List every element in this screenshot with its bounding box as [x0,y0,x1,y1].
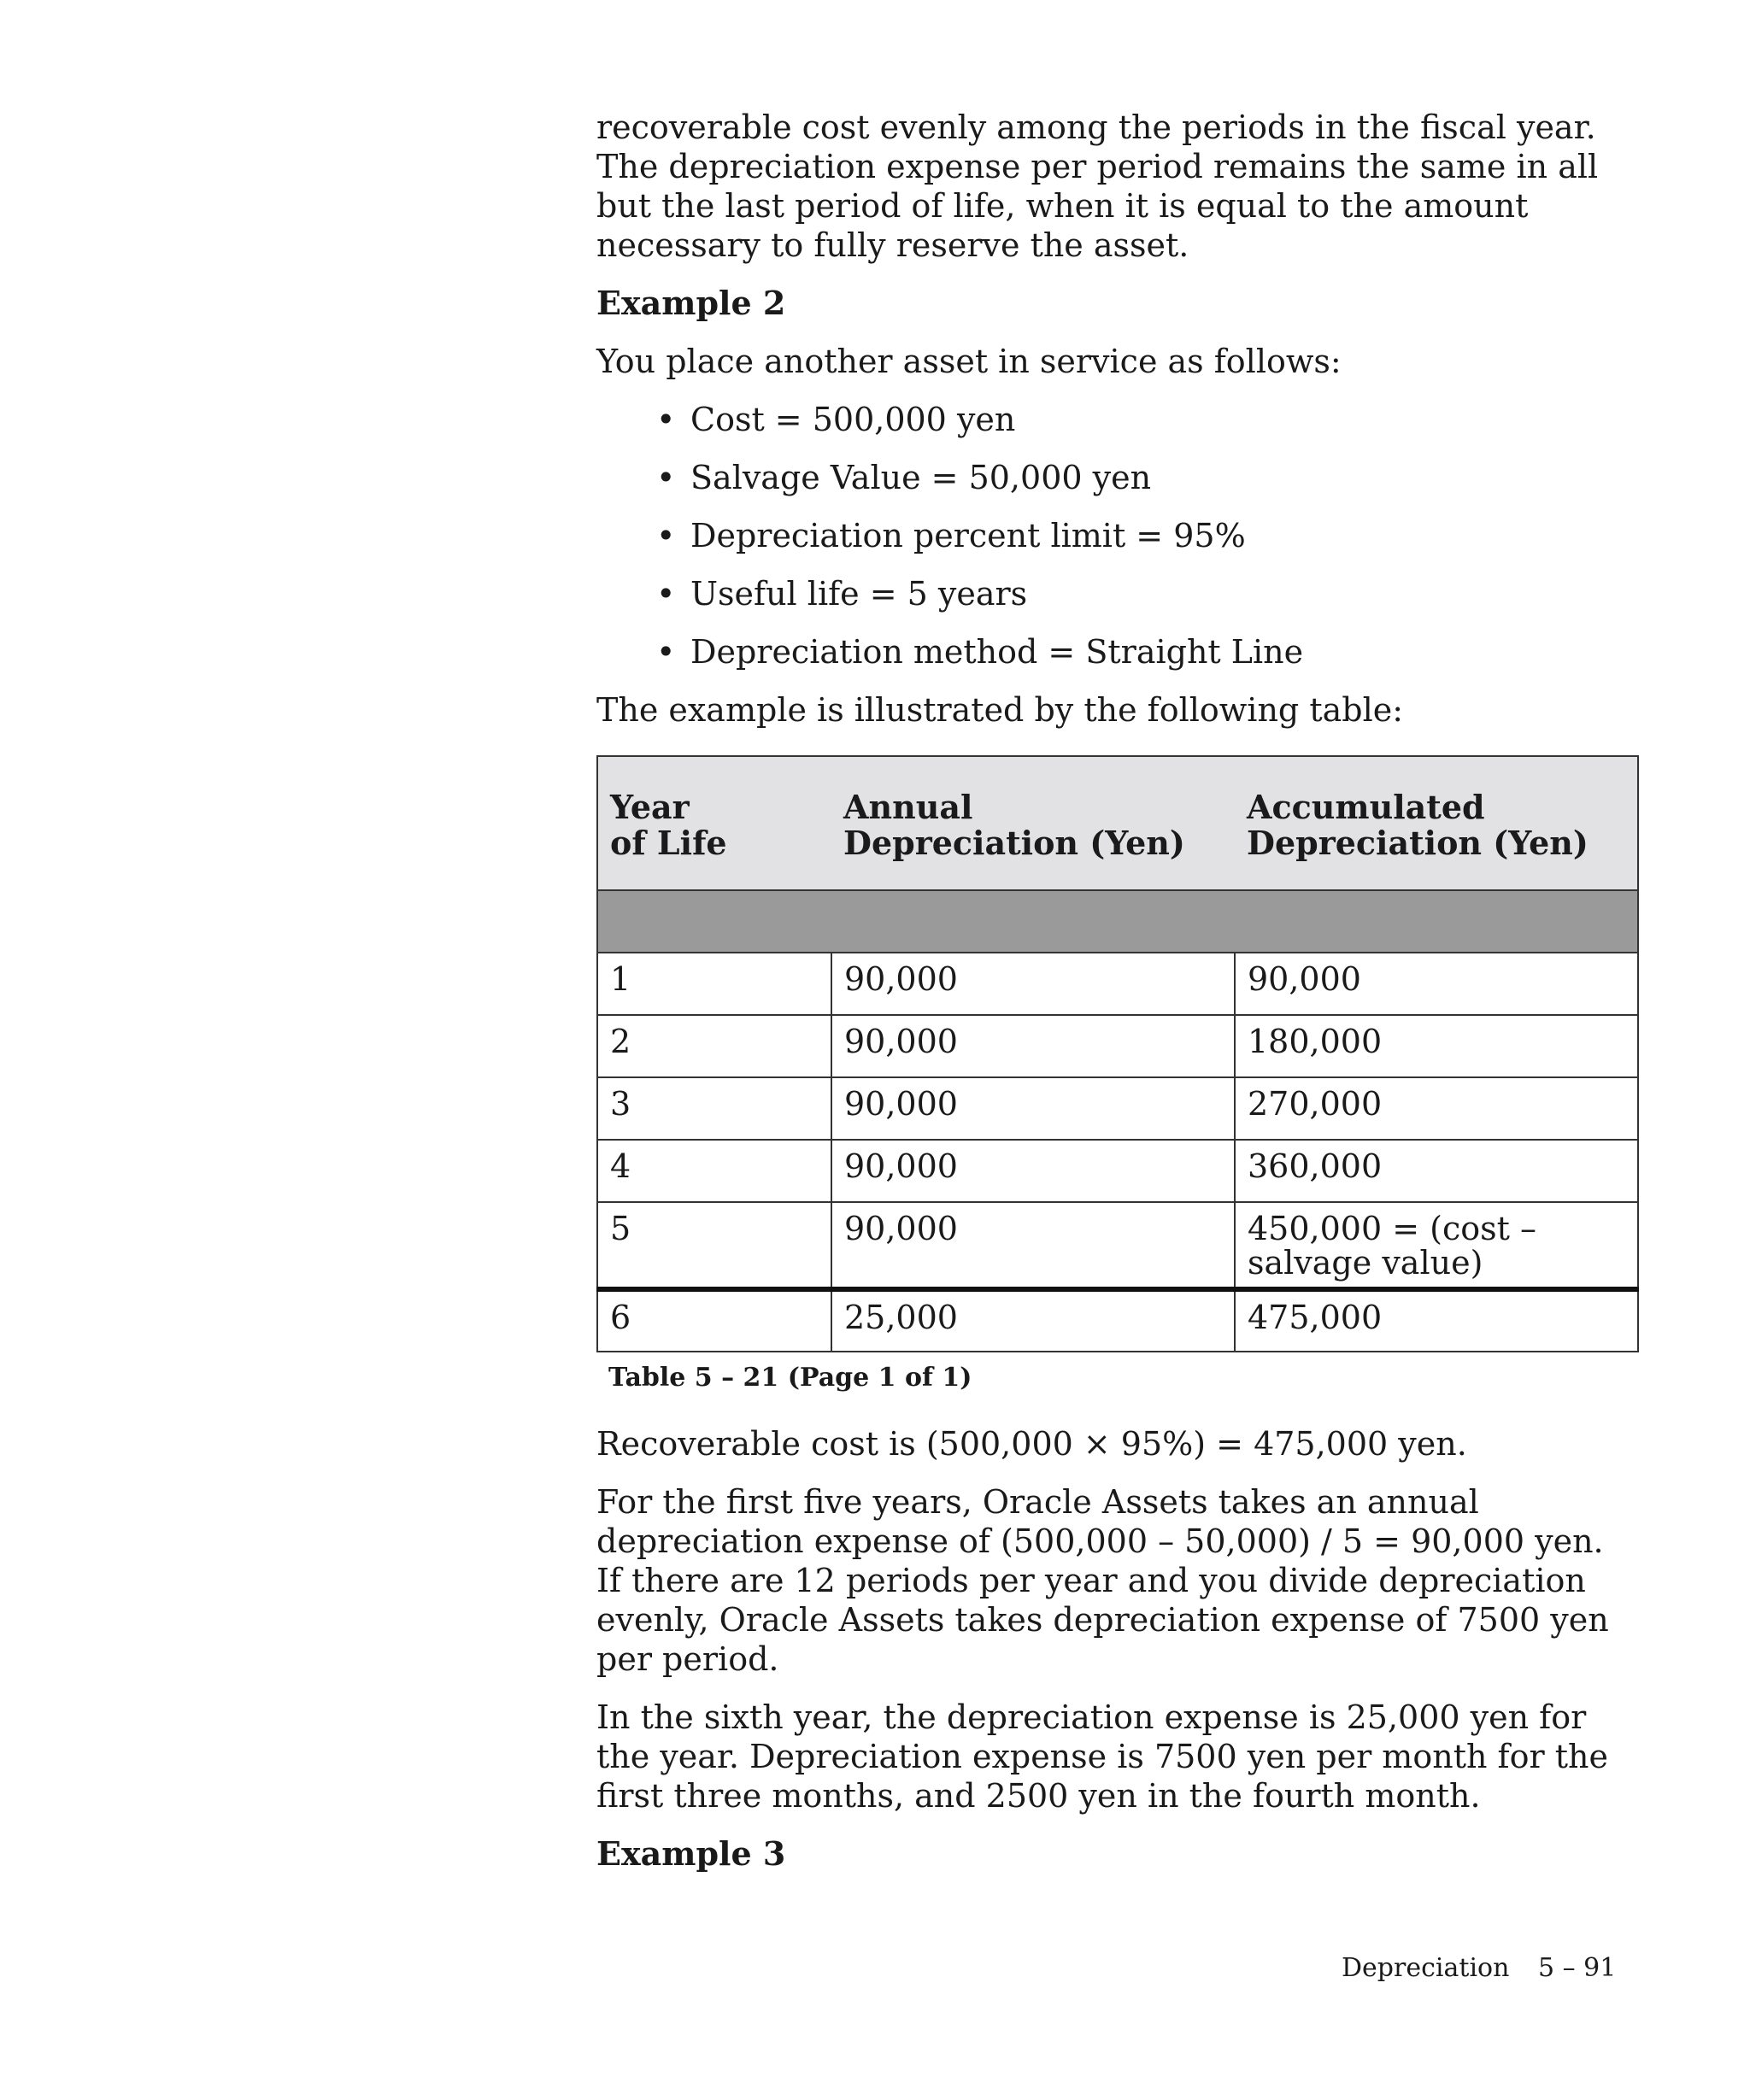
recoverable-cost-paragraph: Recoverable cost is (500,000 × 95%) = 475,000 yen. [596,1425,1467,1463]
first-five-years-paragraph: For the first five years, Oracle Assets takes an annual depreciation expense of (500,000 – 50,000) / 5 = 90,000 yen. If there are 12 periods per year and you divide depreciation evenly, Oracle Assets takes depreciation expense of 7500 yen per period. [596,1483,1609,1678]
list-item: • Depreciation method = Straight Line [656,633,1304,671]
cell-year: 4 [597,1140,831,1202]
list-item: • Cost = 500,000 yen [656,401,1016,438]
header-year-of-life: Year of Life [597,756,831,890]
footer-section-title: Depreciation [1342,1953,1510,1983]
example-2-heading: Example 2 [596,284,786,322]
bullet-icon: • [656,459,676,496]
cell-year: 1 [597,953,831,1015]
cell-year: 6 [597,1289,831,1352]
bullet-icon: • [656,633,676,671]
cell-annual: 90,000 [831,1077,1235,1140]
cell-annual: 90,000 [831,1140,1235,1202]
table-row [597,953,1638,1015]
cell-annual: 90,000 [831,1202,1235,1289]
cell-accumulated: 180,000 [1235,1015,1638,1077]
list-item: • Depreciation percent limit = 95% [656,517,1246,554]
cell-accumulated: 360,000 [1235,1140,1638,1202]
header-separator [597,890,1638,953]
cell-annual: 25,000 [831,1289,1235,1352]
bullet-icon: • [656,517,676,554]
cell-year: 5 [597,1202,831,1289]
table-row [597,1015,1638,1077]
intro-paragraph: recoverable cost evenly among the periods in the fiscal year. The depreciation expense per period remains the same in all but the last period of life, when it is equal to the amount necessary to fully reserve the asset. [596,109,1599,264]
cell-accumulated: 270,000 [1235,1077,1638,1140]
table-intro: The example is illustrated by the following table: [596,691,1404,729]
depreciation-table-wrapper [596,755,1637,1393]
cell-year: 2 [597,1015,831,1077]
header-accumulated-depreciation: Accumulated Depreciation (Yen) [1235,756,1638,890]
table-row [597,1140,1638,1202]
cell-accumulated: 90,000 [1235,953,1638,1015]
depreciation-table [596,755,1639,1352]
cell-accumulated: 450,000 = (cost – salvage value) [1235,1202,1638,1289]
example-3-heading: Example 3 [596,1834,786,1873]
cell-annual: 90,000 [831,953,1235,1015]
cell-accumulated: 475,000 [1235,1289,1638,1352]
page-content [596,108,1637,1874]
table-header-row [597,756,1638,890]
footer-page-number: 5 – 91 [1538,1953,1617,1983]
table-caption: Table 5 – 21 (Page 1 of 1) [608,1363,972,1393]
example-2-intro: You place another asset in service as follows: [596,343,1342,380]
bullet-icon: • [656,575,676,613]
bullet-icon: • [656,401,676,438]
sixth-year-paragraph: In the sixth year, the depreciation expense is 25,000 yen for the year. Depreciation expense is 7500 yen per month for the first three months, and 2500 yen in the fourth month. [596,1698,1608,1815]
list-item: • Useful life = 5 years [656,575,1028,613]
cell-annual: 90,000 [831,1015,1235,1077]
cell-year: 3 [597,1077,831,1140]
table-row [597,1202,1638,1289]
table-row [597,1289,1638,1352]
header-annual-depreciation: Annual Depreciation (Yen) [831,756,1235,890]
table-row [597,1077,1638,1140]
list-item: • Salvage Value = 50,000 yen [656,459,1152,496]
asset-attributes-list [596,400,1637,672]
